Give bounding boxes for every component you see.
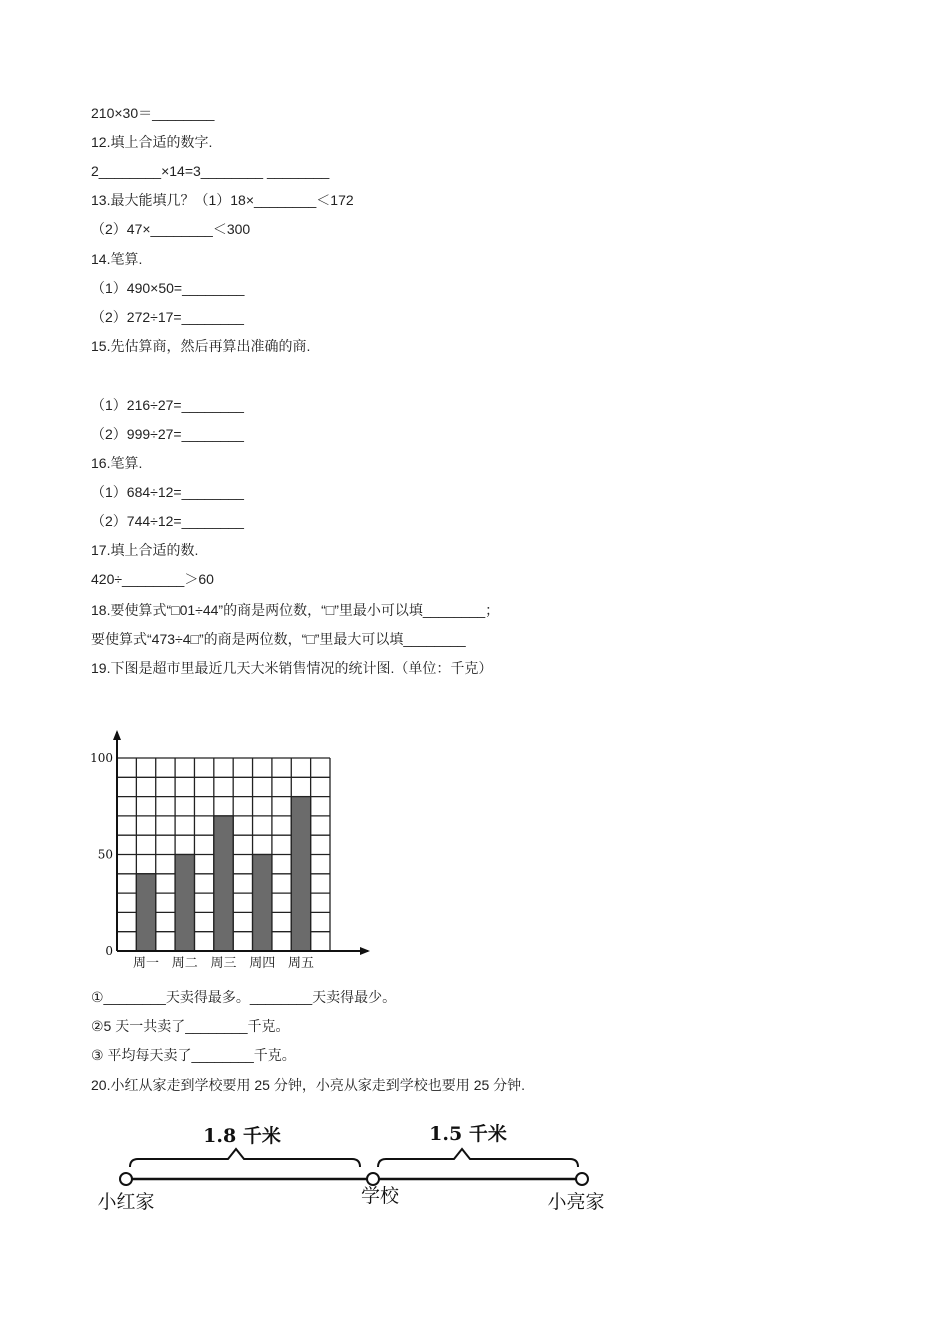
left-endpoint — [120, 1173, 132, 1185]
q14-part1: （1）490×50=________ — [91, 280, 245, 296]
xiaoliang-home-label: 小亮家 — [547, 1191, 605, 1213]
bar-周五 — [291, 797, 310, 951]
q14-title: 14.笔算. — [91, 251, 143, 267]
left-distance-brace — [130, 1149, 360, 1167]
bar-周二 — [175, 855, 194, 952]
q17-title: 17.填上合适的数. — [91, 542, 199, 558]
x-tick-label: 周五 — [287, 956, 314, 971]
school-label: 学校 — [360, 1185, 400, 1207]
q19-part3: ③ 平均每天卖了________千克。 — [91, 1047, 296, 1063]
x-tick-label: 周二 — [171, 956, 198, 971]
q18-part2: 要使算式“473÷4□”的商是两位数，“□”里最大可以填________ — [91, 631, 466, 647]
q19-part1: ①________天卖得最多。________天卖得最少。 — [91, 989, 397, 1005]
y-tick-label: 100 — [90, 751, 113, 765]
q15-title: 15.先估算商，然后再算出准确的商. — [91, 338, 311, 354]
q16-part2: （2）744÷12=________ — [91, 513, 244, 529]
y-axis-arrow — [113, 730, 121, 740]
q14-part2: （2）272÷17=________ — [91, 309, 244, 325]
q13-part1: 13.最大能填几？（1）18×________＜172 — [91, 192, 354, 208]
right-distance-brace — [378, 1149, 578, 1167]
q13-part2: （2）47×________＜300 — [91, 221, 251, 237]
right-distance-label: 1.5 千米 — [429, 1123, 507, 1145]
route-diagram — [90, 1115, 620, 1220]
q20-title: 20.小红从家走到学校要用 25 分钟，小亮从家走到学校也要用 25 分钟. — [91, 1077, 526, 1093]
q17-blank: 420÷________＞60 — [91, 571, 214, 587]
right-endpoint — [576, 1173, 588, 1185]
q19-part2: ②5 天一共卖了________千克。 — [91, 1018, 290, 1034]
q18-part1: 18.要使算式“□01÷44”的商是两位数，“□”里最小可以填________； — [91, 602, 500, 618]
x-axis-arrow — [360, 947, 370, 955]
bar-周三 — [214, 816, 233, 951]
x-tick-label: 周四 — [249, 956, 276, 971]
x-tick-label: 周三 — [210, 956, 237, 971]
q11-line: 210×30＝________ — [91, 105, 215, 121]
chart-y-labels — [90, 751, 113, 958]
rice-sales-bar-chart — [90, 726, 370, 976]
y-tick-label: 0 — [105, 944, 113, 958]
q12-blanks: 2________×14=3________ ________ — [91, 163, 330, 179]
q12-title: 12.填上合适的数字. — [91, 134, 213, 150]
school-point — [367, 1173, 379, 1185]
y-tick-label: 50 — [97, 847, 113, 862]
q19-title: 19.下图是超市里最近几天大米销售情况的统计图.（单位：千克） — [91, 660, 493, 676]
bar-周一 — [136, 874, 155, 951]
bar-周四 — [253, 855, 272, 952]
q16-title: 16.笔算. — [91, 455, 143, 471]
left-distance-label: 1.8 千米 — [203, 1125, 281, 1147]
xiaohong-home-label: 小红家 — [97, 1191, 155, 1213]
q15-part1: （1）216÷27=________ — [91, 397, 244, 413]
q16-part1: （1）684÷12=________ — [91, 484, 244, 500]
q15-part2: （2）999÷27=________ — [91, 426, 244, 442]
x-tick-label: 周一 — [133, 956, 160, 971]
chart-x-labels — [133, 956, 314, 971]
